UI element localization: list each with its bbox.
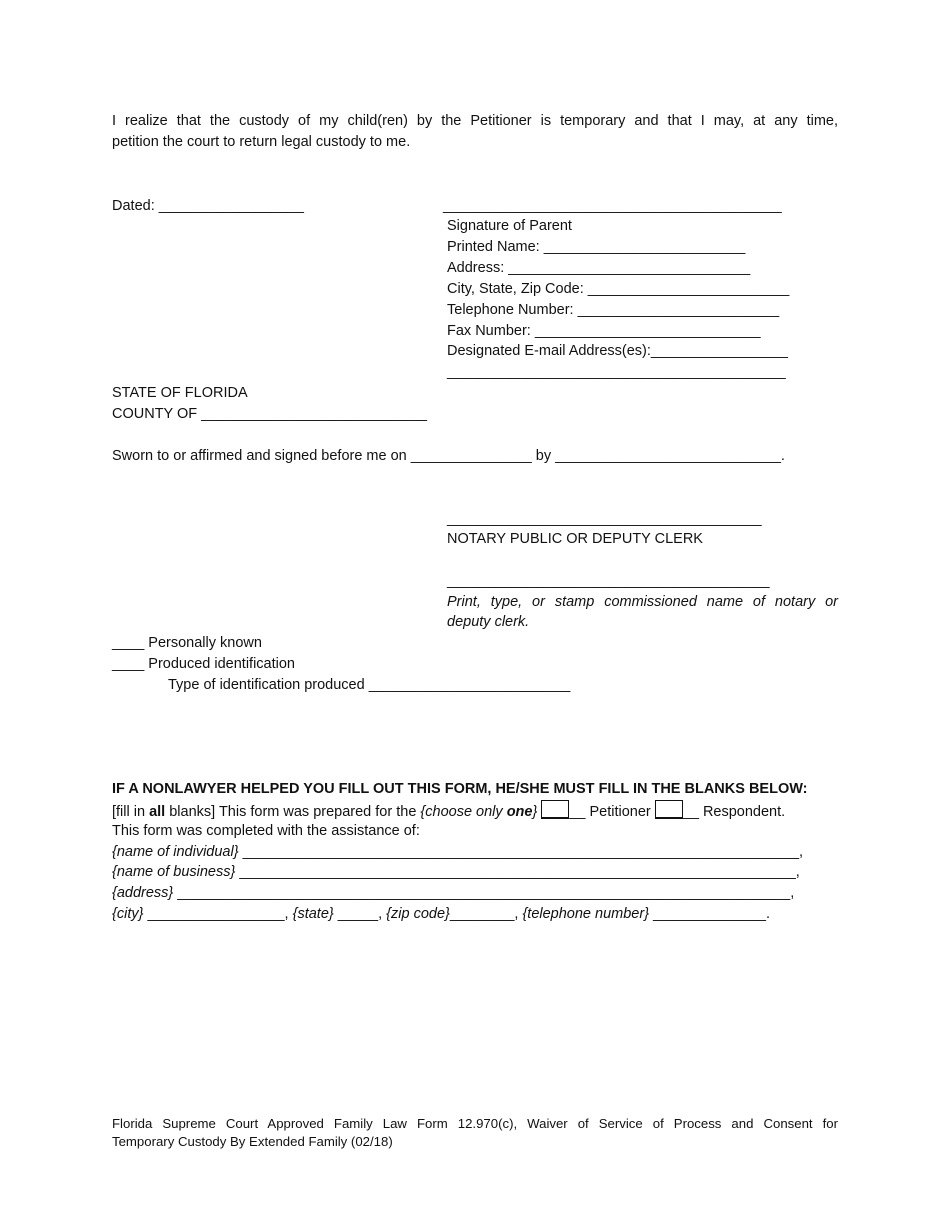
- printed-name-field[interactable]: Printed Name: _________________________: [447, 239, 746, 255]
- petitioner-label: __ Petitioner: [569, 804, 651, 820]
- name-of-business-label: {name of business}: [112, 864, 236, 880]
- fill-all: all: [149, 804, 166, 820]
- zip-code-label: {zip code}: [386, 906, 450, 922]
- address-of-preparer-field[interactable]: [112, 883, 794, 903]
- address-of-preparer-label: {address}: [112, 885, 174, 901]
- dated-field[interactable]: Dated: __________________: [112, 198, 304, 214]
- telephone-number-line[interactable]: ______________.: [649, 906, 770, 922]
- address-of-preparer-line[interactable]: ____________________________________________________________________________,: [173, 885, 795, 901]
- notary-print-note-line-1: Print, type, or stamp commissioned name of notary or: [447, 594, 838, 610]
- state-label: STATE OF FLORIDA: [112, 385, 248, 401]
- fax-field[interactable]: Fax Number: ____________________________: [447, 323, 761, 339]
- notary-signature-line[interactable]: _______________________________________: [447, 511, 762, 527]
- type-of-identification-field[interactable]: Type of identification produced _________________________: [168, 677, 571, 693]
- name-of-business-line[interactable]: _____________________________________________________________________,: [235, 864, 800, 880]
- choose-b: }: [532, 804, 538, 820]
- telephone-field[interactable]: Telephone Number: _________________________: [447, 302, 780, 318]
- state-line[interactable]: _____,: [333, 906, 387, 922]
- zip-code-line[interactable]: ________,: [449, 906, 523, 922]
- choose-one: one: [506, 804, 533, 820]
- city-state-zip-field[interactable]: City, State, Zip Code: _________________________: [447, 281, 790, 297]
- name-of-individual-line[interactable]: _____________________________________________________________________,: [238, 844, 804, 860]
- notary-print-line[interactable]: ________________________________________: [447, 573, 770, 589]
- respondent-label: __ Respondent.: [682, 804, 786, 820]
- choose-a: {choose only: [420, 804, 507, 820]
- telephone-number-label: {telephone number}: [522, 906, 650, 922]
- personally-known-option[interactable]: ____ Personally known: [112, 635, 262, 651]
- footer-line-2: Temporary Custody By Extended Family (02/18): [112, 1134, 393, 1149]
- completed-with-assistance: This form was completed with the assistance of:: [112, 823, 420, 839]
- notary-label: NOTARY PUBLIC OR DEPUTY CLERK: [447, 531, 703, 547]
- nonlawyer-heading: IF A NONLAWYER HELPED YOU FILL OUT THIS FORM, HE/SHE MUST FILL IN THE BLANKS BELOW:: [112, 781, 808, 797]
- signature-line[interactable]: __________________________________________: [443, 198, 782, 214]
- state-label-preparer: {state}: [292, 906, 334, 922]
- intro-line-1: I realize that the custody of my child(ren) by the Petitioner is temporary and that I may, at any time,: [112, 113, 838, 129]
- fill-mid: blanks] This form was prepared for the: [165, 804, 421, 820]
- name-of-individual-label: {name of individual}: [112, 844, 239, 860]
- city-line[interactable]: _________________,: [143, 906, 293, 922]
- intro-line-2: petition the court to return legal custody to me.: [112, 134, 411, 150]
- prepared-for-line: [112, 800, 785, 822]
- sworn-statement[interactable]: Sworn to or affirmed and signed before me on _______________ by ____________________________.: [112, 448, 785, 464]
- county-field[interactable]: COUNTY OF ____________________________: [112, 406, 427, 422]
- city-label: {city}: [112, 906, 144, 922]
- signature-label: Signature of Parent: [447, 218, 572, 234]
- name-of-individual-field[interactable]: [112, 842, 803, 862]
- name-of-business-field[interactable]: [112, 862, 800, 882]
- notary-print-note-line-2: deputy clerk.: [447, 614, 530, 630]
- produced-identification-option[interactable]: ____ Produced identification: [112, 656, 295, 672]
- notary-print-note: [447, 592, 838, 632]
- form-footer: [112, 1115, 838, 1151]
- address-field[interactable]: Address: ______________________________: [447, 260, 751, 276]
- footer-line-1: Florida Supreme Court Approved Family Law Form 12.970(c), Waiver of Service of Process and Consent for: [112, 1116, 838, 1131]
- email-field[interactable]: Designated E-mail Address(es):_________________: [447, 343, 788, 359]
- email-field-line-2[interactable]: __________________________________________: [447, 364, 786, 380]
- intro-paragraph: [112, 111, 838, 153]
- respondent-checkbox[interactable]: [655, 800, 683, 819]
- city-state-zip-telephone-row[interactable]: [112, 904, 770, 924]
- petitioner-checkbox[interactable]: [541, 800, 569, 819]
- fill-prefix: [fill in: [112, 804, 150, 820]
